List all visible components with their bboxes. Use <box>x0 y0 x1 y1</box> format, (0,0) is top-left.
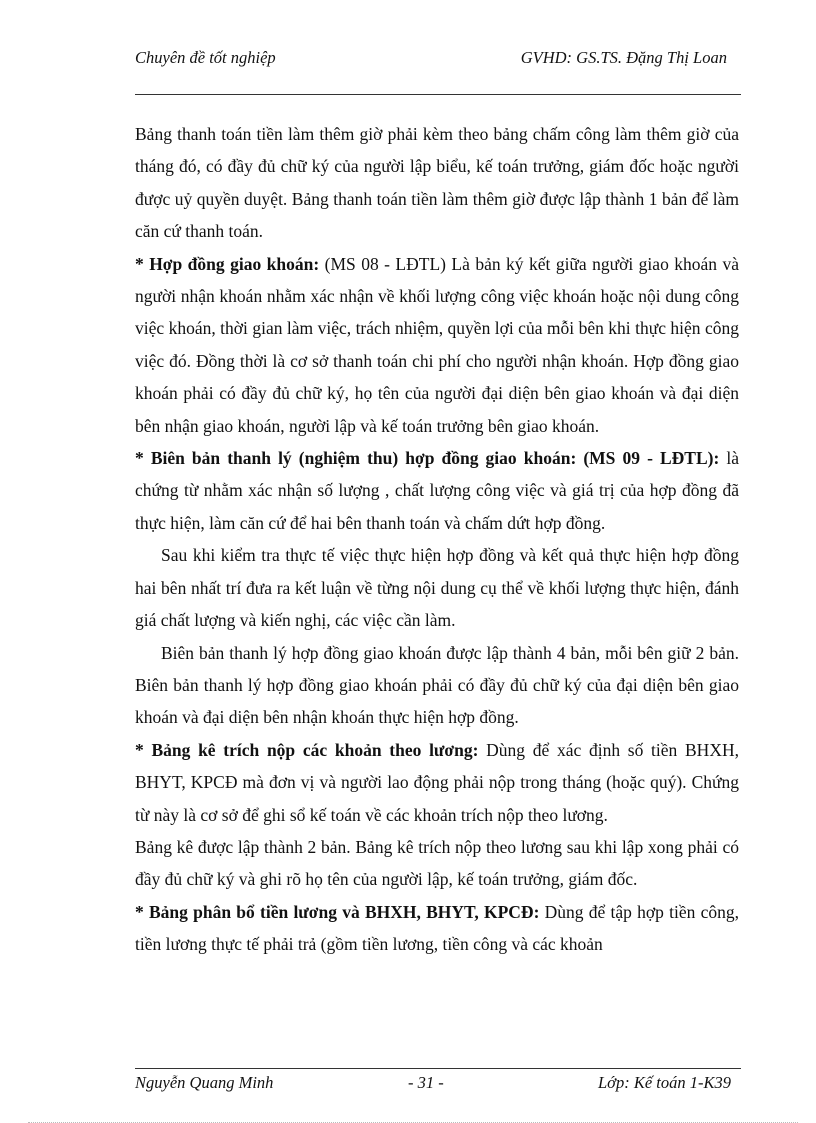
text-contract: (MS 08 - LĐTL) Là bản ký kết giữa người giao khoán và người nhận khoán nhằm xác nhận về khối lượng công việc khoán hoặc nội dung công việc khoán, thời gian làm việc, trách nhiệm, quyền lợi của mỗi bên khi thực hiện công việc đó. Đồng thời là cơ sở thanh toán chi phí cho người nhận khoán. Hợp đồng giao khoán phải có đầy đủ chữ ký, họ tên của người đại diện bên giao khoán và đại diện bên nhận giao khoán, người lập và kế toán trưởng bên giao khoán. <box>135 253 739 436</box>
paragraph-allocation <box>135 896 739 961</box>
footer-class: Lớp: Kế toán 1-K39 <box>597 1073 731 1092</box>
text-liquidation: là chứng từ nhằm xác nhận số lượng , chất lượng công việc và giá trị của hợp đồng đã thực hiện, làm căn cứ để hai bên thanh toán và chấm dứt hợp đồng. <box>135 448 740 533</box>
text-deduction-list: Dùng để xác định số tiền BHXH, BHYT, KPCĐ mà đơn vị và người lao động phải nộp trong tháng (hoặc quý). Chứng từ này là cơ sở để ghi sổ kế toán về các khoản trích nộp theo lương. <box>135 739 739 825</box>
paragraph-contract <box>135 248 739 442</box>
text-allocation: Dùng để tập hợp tiền công, tiền lương thực tế phải trả (gồm tiền lương, tiền công và các khoản <box>135 901 739 955</box>
page-number: - 31 - <box>408 1073 444 1092</box>
footer-author: Nguyễn Quang Minh <box>135 1073 274 1092</box>
heading-contract: * Hợp đồng giao khoán: <box>135 253 320 274</box>
header-document-title: Chuyên đề tốt nghiệp <box>135 48 276 67</box>
paragraph-liquidation <box>135 442 739 539</box>
heading-deduction-list: * Bảng kê trích nộp các khoản theo lương: <box>135 739 479 760</box>
paragraph-inspection: Sau khi kiểm tra thực tế việc thực hiện hợp đồng và kết quả thực hiện hợp đồng hai bên nhất trí đưa ra kết luận về từng nội dung cụ thể về khối lượng thực hiện, đánh giá chất lượng và kiến nghị, các việc cần làm. <box>135 545 739 631</box>
paragraph-overtime-payment: Bảng thanh toán tiền làm thêm giờ phải kèm theo bảng chấm công làm thêm giờ của tháng đó, có đầy đủ chữ ký của người lập biểu, kế toán trưởng, giám đốc hoặc người được uỷ quyền duyệt. Bảng thanh toán tiền làm thêm giờ được lập thành 1 bản để làm căn cứ thanh toán. <box>135 124 739 242</box>
header-supervisor: GVHD: GS.TS. Đặng Thị Loan <box>520 48 727 67</box>
heading-liquidation: * Biên bản thanh lý (nghiệm thu) hợp đồng giao khoán: (MS 09 - LĐTL): <box>135 448 720 469</box>
page-footer <box>135 1073 741 1097</box>
header-divider <box>135 94 741 95</box>
paragraph-deduction-list <box>135 734 739 831</box>
footer-divider <box>135 1068 741 1069</box>
paragraph-list-copies: Bảng kê được lập thành 2 bản. Bảng kê trích nộp theo lương sau khi lập xong phải có đầy đủ chữ ký và ghi rõ họ tên của người lập, kế toán trưởng, giám đốc. <box>135 836 739 890</box>
paragraph-liquidation-copies: Biên bản thanh lý hợp đồng giao khoán được lập thành 4 bản, mỗi bên giữ 2 bản. Biên bản thanh lý hợp đồng giao khoán phải có đầy đủ chữ ký của đại diện bên giao khoán và đại diện bên nhận khoán thực hiện hợp đồng. <box>135 642 739 728</box>
page-header <box>135 48 741 72</box>
page-body <box>135 118 739 961</box>
heading-allocation: * Bảng phân bổ tiền lương và BHXH, BHYT, KPCĐ: <box>135 901 540 922</box>
